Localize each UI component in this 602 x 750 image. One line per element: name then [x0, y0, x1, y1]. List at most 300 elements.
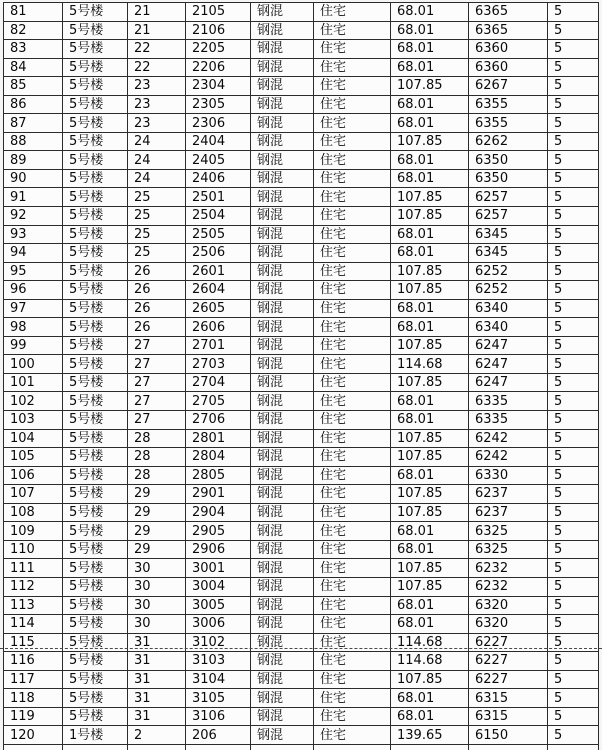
cell-seq-number: 116: [4, 652, 63, 671]
cell-structure: 钢混: [251, 244, 314, 263]
table-row: [4, 744, 599, 750]
cell-room-number: 2906: [186, 540, 251, 559]
cell-floor: 27: [128, 373, 186, 392]
cell-usage: 住宅: [314, 577, 391, 596]
cell-last-col: 5: [548, 707, 599, 726]
cell-last-col: 5: [548, 392, 599, 411]
cell-structure: 钢混: [251, 448, 314, 467]
cell-seq-number: 115: [4, 633, 63, 652]
cell-area: 139.65: [391, 726, 469, 745]
table-row: [4, 559, 599, 578]
cell-area: 107.85: [391, 336, 469, 355]
cell-area: 114.68: [391, 633, 469, 652]
cell-area: 68.01: [391, 114, 469, 133]
cell-price: 6360: [469, 40, 548, 59]
cell-structure: 钢混: [251, 466, 314, 485]
cell-area: 107.85: [391, 670, 469, 689]
cell-room-number: 3001: [186, 559, 251, 578]
cell-price: 6237: [469, 485, 548, 504]
table-row: [4, 392, 599, 411]
table-row: [4, 21, 599, 40]
cell-structure: 钢混: [251, 114, 314, 133]
cell-structure: 钢混: [251, 3, 314, 22]
cell-last-col: 5: [548, 207, 599, 226]
cell-area: 114.68: [391, 652, 469, 671]
cell-area: 68.01: [391, 596, 469, 615]
cell-usage: 住宅: [314, 95, 391, 114]
table-body: [4, 3, 599, 750]
table-row: [4, 95, 599, 114]
cell-area: 107.85: [391, 207, 469, 226]
cell-room-number: 2306: [186, 114, 251, 133]
cell-seq-number: 104: [4, 429, 63, 448]
cell-seq-number: 117: [4, 670, 63, 689]
cell-usage: 住宅: [314, 151, 391, 170]
cell-building: 5号楼: [63, 633, 128, 652]
cell-price: 6242: [469, 429, 548, 448]
table-row: [4, 188, 599, 207]
cell-last-col: 5: [548, 411, 599, 430]
cell-floor: 28: [128, 466, 186, 485]
cell-area: 68.01: [391, 3, 469, 22]
cell-room-number: 3103: [186, 652, 251, 671]
cell-seq-number: 96: [4, 281, 63, 300]
cell-structure: 钢混: [251, 559, 314, 578]
cell-price: [469, 744, 548, 750]
cell-last-col: 5: [548, 188, 599, 207]
cell-area: 68.01: [391, 151, 469, 170]
table-row: [4, 114, 599, 133]
table-row: [4, 3, 599, 22]
cell-last-col: 5: [548, 281, 599, 300]
cell-price: 6340: [469, 318, 548, 337]
cell-building: 5号楼: [63, 40, 128, 59]
cell-price: 6262: [469, 132, 548, 151]
cell-seq-number: 82: [4, 21, 63, 40]
cell-floor: 27: [128, 411, 186, 430]
cell-last-col: 5: [548, 429, 599, 448]
cell-price: 6232: [469, 559, 548, 578]
cell-structure: 钢混: [251, 633, 314, 652]
cell-room-number: 2504: [186, 207, 251, 226]
cell-floor: 23: [128, 77, 186, 96]
table-row: [4, 670, 599, 689]
cell-building: 5号楼: [63, 652, 128, 671]
cell-seq-number: 95: [4, 262, 63, 281]
cell-room-number: 2506: [186, 244, 251, 263]
cell-price: 6257: [469, 207, 548, 226]
cell-floor: 22: [128, 40, 186, 59]
cell-last-col: 5: [548, 355, 599, 374]
table-row: [4, 503, 599, 522]
page-break-dashed-line: [0, 648, 602, 649]
cell-price: 6355: [469, 114, 548, 133]
cell-area: 68.01: [391, 21, 469, 40]
cell-floor: 21: [128, 21, 186, 40]
table-row: [4, 151, 599, 170]
cell-last-col: 5: [548, 114, 599, 133]
cell-structure: 钢混: [251, 355, 314, 374]
cell-price: 6227: [469, 670, 548, 689]
cell-last-col: 5: [548, 262, 599, 281]
cell-structure: 钢混: [251, 262, 314, 281]
cell-usage: 住宅: [314, 262, 391, 281]
cell-last-col: 5: [548, 318, 599, 337]
cell-room-number: 2905: [186, 522, 251, 541]
cell-price: 6350: [469, 151, 548, 170]
cell-area: 107.85: [391, 281, 469, 300]
cell-seq-number: 91: [4, 188, 63, 207]
cell-seq-number: 89: [4, 151, 63, 170]
table-row: [4, 615, 599, 634]
cell-floor: 31: [128, 670, 186, 689]
cell-building: 1号楼: [63, 726, 128, 745]
cell-structure: 钢混: [251, 169, 314, 188]
cell-seq-number: 87: [4, 114, 63, 133]
cell-building: 5号楼: [63, 77, 128, 96]
cell-seq-number: 88: [4, 132, 63, 151]
cell-usage: 住宅: [314, 633, 391, 652]
cell-room-number: 3004: [186, 577, 251, 596]
table-row: [4, 336, 599, 355]
cell-structure: 钢混: [251, 336, 314, 355]
cell-seq-number: 83: [4, 40, 63, 59]
cell-last-col: 5: [548, 3, 599, 22]
table-row: [4, 429, 599, 448]
cell-usage: 住宅: [314, 652, 391, 671]
cell-last-col: 5: [548, 299, 599, 318]
cell-floor: 30: [128, 615, 186, 634]
cell-price: 6315: [469, 707, 548, 726]
cell-room-number: 2106: [186, 21, 251, 40]
cell-price: 6360: [469, 58, 548, 77]
cell-last-col: 5: [548, 633, 599, 652]
cell-building: 5号楼: [63, 3, 128, 22]
cell-building: 5号楼: [63, 707, 128, 726]
cell-structure: 钢混: [251, 132, 314, 151]
cell-structure: [251, 744, 314, 750]
table-row: [4, 299, 599, 318]
cell-seq-number: 98: [4, 318, 63, 337]
cell-usage: 住宅: [314, 540, 391, 559]
cell-room-number: 2105: [186, 3, 251, 22]
cell-area: [391, 744, 469, 750]
cell-last-col: [548, 744, 599, 750]
cell-usage: 住宅: [314, 21, 391, 40]
cell-last-col: 5: [548, 485, 599, 504]
cell-seq-number: 109: [4, 522, 63, 541]
cell-seq-number: 119: [4, 707, 63, 726]
cell-usage: 住宅: [314, 485, 391, 504]
cell-usage: 住宅: [314, 355, 391, 374]
cell-floor: 30: [128, 596, 186, 615]
cell-seq-number: 111: [4, 559, 63, 578]
cell-floor: 23: [128, 114, 186, 133]
cell-last-col: 5: [548, 540, 599, 559]
cell-usage: 住宅: [314, 336, 391, 355]
cell-building: 5号楼: [63, 169, 128, 188]
cell-last-col: 5: [548, 244, 599, 263]
cell-area: 68.01: [391, 466, 469, 485]
cell-floor: 31: [128, 652, 186, 671]
cell-floor: 24: [128, 132, 186, 151]
cell-last-col: 5: [548, 689, 599, 708]
cell-price: 6227: [469, 652, 548, 671]
cell-price: 6355: [469, 95, 548, 114]
cell-price: 6330: [469, 466, 548, 485]
cell-floor: 30: [128, 577, 186, 596]
cell-area: 68.01: [391, 707, 469, 726]
cell-area: 68.01: [391, 615, 469, 634]
cell-usage: 住宅: [314, 244, 391, 263]
cell-last-col: 5: [548, 726, 599, 745]
cell-building: 5号楼: [63, 281, 128, 300]
table-row: [4, 540, 599, 559]
cell-area: 68.01: [391, 58, 469, 77]
cell-usage: 住宅: [314, 503, 391, 522]
cell-price: 6257: [469, 188, 548, 207]
cell-building: 5号楼: [63, 244, 128, 263]
cell-area: 68.01: [391, 244, 469, 263]
cell-area: 68.01: [391, 318, 469, 337]
cell-last-col: 5: [548, 448, 599, 467]
table-row: [4, 707, 599, 726]
cell-price: 6247: [469, 355, 548, 374]
cell-usage: 住宅: [314, 132, 391, 151]
cell-area: 68.01: [391, 522, 469, 541]
table-row: [4, 169, 599, 188]
cell-room-number: 2205: [186, 40, 251, 59]
cell-seq-number: 92: [4, 207, 63, 226]
cell-floor: 25: [128, 207, 186, 226]
cell-room-number: 2404: [186, 132, 251, 151]
cell-building: [63, 744, 128, 750]
cell-room-number: 2501: [186, 188, 251, 207]
cell-usage: 住宅: [314, 40, 391, 59]
table-row: [4, 466, 599, 485]
cell-structure: 钢混: [251, 522, 314, 541]
cell-usage: 住宅: [314, 169, 391, 188]
cell-structure: 钢混: [251, 707, 314, 726]
table-row: [4, 58, 599, 77]
cell-seq-number: 84: [4, 58, 63, 77]
cell-room-number: 3106: [186, 707, 251, 726]
cell-structure: 钢混: [251, 615, 314, 634]
cell-room-number: 2706: [186, 411, 251, 430]
cell-seq-number: 114: [4, 615, 63, 634]
cell-usage: 住宅: [314, 670, 391, 689]
cell-structure: 钢混: [251, 411, 314, 430]
cell-floor: 26: [128, 281, 186, 300]
cell-structure: 钢混: [251, 596, 314, 615]
cell-last-col: 5: [548, 95, 599, 114]
cell-structure: 钢混: [251, 726, 314, 745]
cell-last-col: 5: [548, 466, 599, 485]
cell-structure: 钢混: [251, 577, 314, 596]
cell-building: 5号楼: [63, 207, 128, 226]
cell-room-number: 2705: [186, 392, 251, 411]
cell-price: 6237: [469, 503, 548, 522]
cell-last-col: 5: [548, 670, 599, 689]
cell-usage: 住宅: [314, 77, 391, 96]
cell-building: 5号楼: [63, 577, 128, 596]
cell-seq-number: 85: [4, 77, 63, 96]
cell-seq-number: 101: [4, 373, 63, 392]
cell-building: 5号楼: [63, 411, 128, 430]
cell-structure: 钢混: [251, 77, 314, 96]
cell-room-number: 2704: [186, 373, 251, 392]
cell-usage: 住宅: [314, 429, 391, 448]
table-row: [4, 577, 599, 596]
cell-building: 5号楼: [63, 188, 128, 207]
cell-price: 6345: [469, 244, 548, 263]
cell-area: 107.85: [391, 559, 469, 578]
cell-structure: 钢混: [251, 281, 314, 300]
cell-floor: 26: [128, 299, 186, 318]
cell-usage: 住宅: [314, 411, 391, 430]
table-row: [4, 373, 599, 392]
cell-last-col: 5: [548, 21, 599, 40]
cell-room-number: 206: [186, 726, 251, 745]
cell-room-number: 2305: [186, 95, 251, 114]
cell-room-number: 2406: [186, 169, 251, 188]
cell-usage: 住宅: [314, 281, 391, 300]
cell-structure: 钢混: [251, 225, 314, 244]
cell-price: 6150: [469, 726, 548, 745]
cell-structure: 钢混: [251, 40, 314, 59]
cell-floor: 25: [128, 244, 186, 263]
cell-room-number: 2206: [186, 58, 251, 77]
cell-price: 6232: [469, 577, 548, 596]
cell-floor: 29: [128, 540, 186, 559]
cell-price: 6227: [469, 633, 548, 652]
cell-floor: 24: [128, 169, 186, 188]
cell-area: 68.01: [391, 40, 469, 59]
cell-price: 6365: [469, 3, 548, 22]
cell-structure: 钢混: [251, 21, 314, 40]
cell-usage: 住宅: [314, 318, 391, 337]
cell-usage: 住宅: [314, 615, 391, 634]
cell-structure: 钢混: [251, 429, 314, 448]
cell-usage: 住宅: [314, 392, 391, 411]
cell-room-number: 3104: [186, 670, 251, 689]
cell-area: 114.68: [391, 355, 469, 374]
cell-room-number: 2701: [186, 336, 251, 355]
table-row: [4, 355, 599, 374]
cell-price: 6252: [469, 281, 548, 300]
cell-room-number: 2605: [186, 299, 251, 318]
cell-price: 6315: [469, 689, 548, 708]
cell-area: 107.85: [391, 485, 469, 504]
cell-usage: 住宅: [314, 559, 391, 578]
cell-floor: 26: [128, 262, 186, 281]
cell-seq-number: 102: [4, 392, 63, 411]
table-row: [4, 40, 599, 59]
cell-floor: 28: [128, 448, 186, 467]
cell-floor: 27: [128, 336, 186, 355]
cell-seq-number: 103: [4, 411, 63, 430]
cell-last-col: 5: [548, 522, 599, 541]
cell-building: 5号楼: [63, 58, 128, 77]
cell-room-number: [186, 744, 251, 750]
cell-building: 5号楼: [63, 114, 128, 133]
cell-usage: 住宅: [314, 299, 391, 318]
cell-usage: 住宅: [314, 207, 391, 226]
cell-usage: 住宅: [314, 522, 391, 541]
cell-room-number: 2801: [186, 429, 251, 448]
cell-structure: 钢混: [251, 95, 314, 114]
cell-price: 6350: [469, 169, 548, 188]
cell-floor: 31: [128, 689, 186, 708]
cell-structure: 钢混: [251, 689, 314, 708]
table-row: [4, 318, 599, 337]
cell-structure: 钢混: [251, 503, 314, 522]
cell-seq-number: [4, 744, 63, 750]
table-row: [4, 411, 599, 430]
cell-last-col: 5: [548, 77, 599, 96]
cell-area: 107.85: [391, 77, 469, 96]
table-row: [4, 689, 599, 708]
cell-seq-number: 106: [4, 466, 63, 485]
cell-room-number: 2703: [186, 355, 251, 374]
cell-last-col: 5: [548, 40, 599, 59]
cell-building: 5号楼: [63, 225, 128, 244]
cell-building: 5号楼: [63, 392, 128, 411]
cell-seq-number: 107: [4, 485, 63, 504]
cell-area: 107.85: [391, 429, 469, 448]
cell-area: 107.85: [391, 373, 469, 392]
cell-last-col: 5: [548, 132, 599, 151]
cell-room-number: 2606: [186, 318, 251, 337]
cell-structure: 钢混: [251, 299, 314, 318]
cell-building: 5号楼: [63, 615, 128, 634]
table-row: [4, 207, 599, 226]
cell-floor: 22: [128, 58, 186, 77]
cell-usage: 住宅: [314, 373, 391, 392]
cell-seq-number: 118: [4, 689, 63, 708]
cell-building: 5号楼: [63, 373, 128, 392]
cell-area: 107.85: [391, 132, 469, 151]
cell-usage: [314, 744, 391, 750]
cell-last-col: 5: [548, 373, 599, 392]
cell-area: 68.01: [391, 299, 469, 318]
cell-seq-number: 108: [4, 503, 63, 522]
cell-floor: 27: [128, 355, 186, 374]
cell-area: 107.85: [391, 448, 469, 467]
cell-price: 6252: [469, 262, 548, 281]
cell-price: 6320: [469, 596, 548, 615]
cell-last-col: 5: [548, 615, 599, 634]
cell-building: 5号楼: [63, 522, 128, 541]
cell-building: 5号楼: [63, 689, 128, 708]
cell-usage: 住宅: [314, 596, 391, 615]
cell-area: 107.85: [391, 503, 469, 522]
cell-seq-number: 99: [4, 336, 63, 355]
cell-last-col: 5: [548, 336, 599, 355]
cell-structure: 钢混: [251, 540, 314, 559]
table-row: [4, 281, 599, 300]
cell-usage: 住宅: [314, 114, 391, 133]
cell-room-number: 2804: [186, 448, 251, 467]
cell-room-number: 2505: [186, 225, 251, 244]
cell-area: 68.01: [391, 392, 469, 411]
cell-floor: 29: [128, 485, 186, 504]
table-row: [4, 244, 599, 263]
cell-last-col: 5: [548, 169, 599, 188]
cell-floor: 31: [128, 633, 186, 652]
table-row: [4, 726, 599, 745]
cell-area: 68.01: [391, 540, 469, 559]
